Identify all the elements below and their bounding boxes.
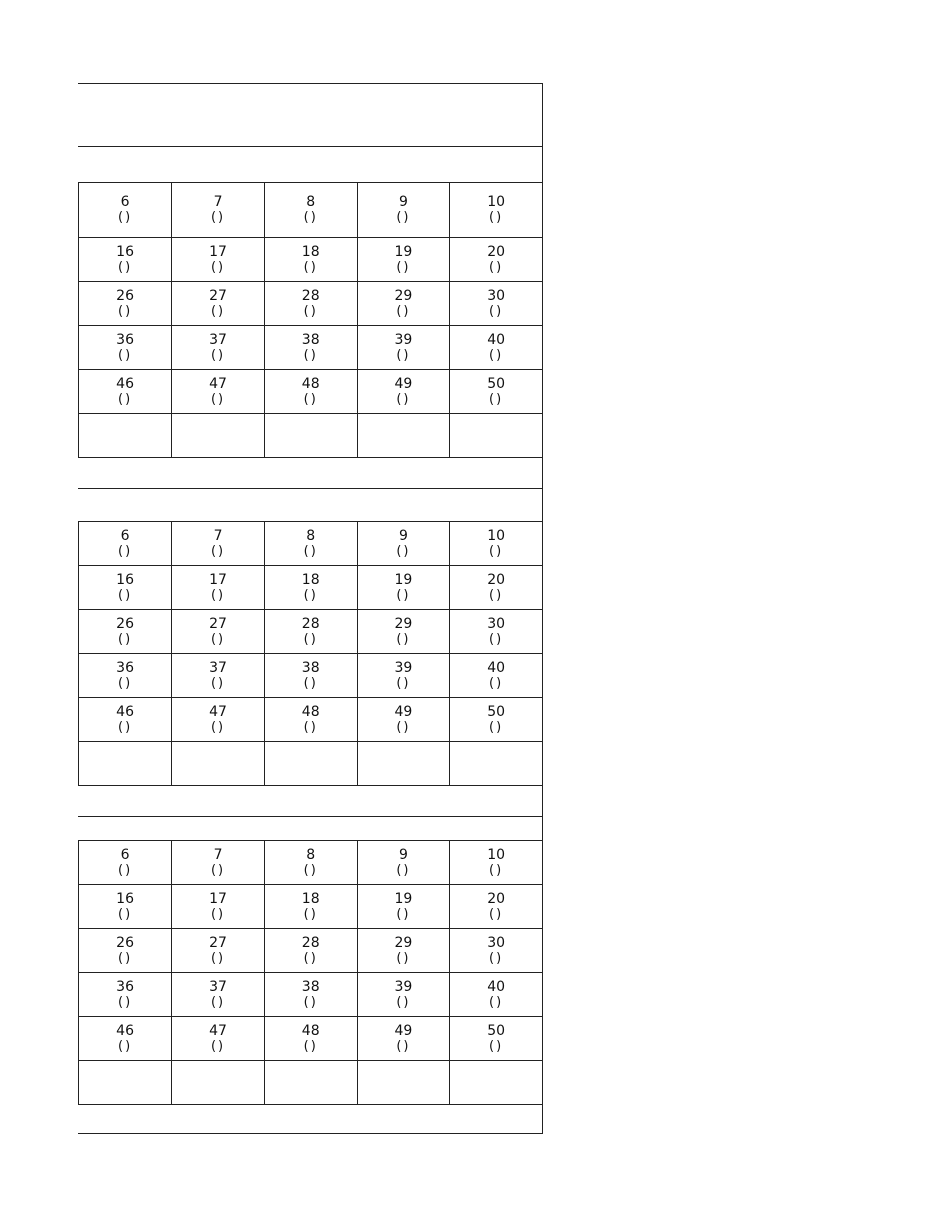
question-number: 40	[487, 978, 506, 995]
question-number: 48	[301, 1022, 320, 1039]
answer-blank[interactable]: ()	[303, 1038, 318, 1054]
answer-row	[79, 183, 543, 238]
answer-cell[interactable]	[264, 326, 357, 370]
question-number: 27	[209, 934, 227, 951]
answer-cell[interactable]	[357, 654, 450, 698]
answer-cell[interactable]	[264, 183, 357, 238]
question-number: 19	[394, 890, 413, 907]
empty-row	[79, 742, 543, 786]
question-number: 10	[487, 194, 506, 210]
question-number: 36	[116, 659, 134, 676]
answer-cell[interactable]	[172, 610, 265, 654]
empty-cell	[79, 414, 172, 458]
question-number: 37	[209, 978, 227, 995]
answer-cell[interactable]	[450, 698, 543, 742]
answer-cell[interactable]	[264, 282, 357, 326]
empty-cell	[79, 1061, 172, 1105]
answer-row	[79, 566, 543, 610]
answer-cell[interactable]	[264, 238, 357, 282]
empty-cell	[450, 742, 543, 786]
question-number: 50	[487, 703, 506, 720]
answer-blank[interactable]: ()	[303, 994, 318, 1010]
answer-blank[interactable]: ()	[303, 675, 318, 691]
question-number: 47	[209, 1022, 227, 1039]
answer-blank[interactable]: ()	[210, 994, 226, 1010]
question-number: 28	[301, 287, 320, 304]
question-number: 7	[213, 527, 223, 544]
empty-cell	[264, 414, 357, 458]
answer-blank[interactable]: ()	[118, 906, 133, 922]
answer-blank[interactable]: ()	[489, 347, 504, 363]
empty-cell	[172, 1061, 265, 1105]
question-number: 9	[398, 527, 408, 544]
answer-blank[interactable]: ()	[118, 862, 133, 878]
answer-cell[interactable]	[450, 282, 543, 326]
answer-row	[79, 282, 543, 326]
answer-blank[interactable]: ()	[396, 675, 411, 691]
answer-blank[interactable]: ()	[210, 1038, 226, 1054]
answer-cell[interactable]	[264, 698, 357, 742]
answer-cell[interactable]	[357, 1017, 450, 1061]
question-number: 26	[116, 934, 134, 951]
answer-blank[interactable]: ()	[396, 631, 411, 647]
question-number: 10	[487, 846, 506, 863]
question-number: 6	[120, 527, 130, 544]
empty-cell	[450, 1061, 543, 1105]
answer-cell[interactable]	[264, 1017, 357, 1061]
question-number: 19	[394, 243, 413, 260]
answer-cell[interactable]	[172, 566, 265, 610]
question-number: 6	[120, 846, 130, 863]
question-number: 16	[116, 571, 134, 588]
answer-row	[79, 841, 543, 885]
question-number: 38	[301, 659, 320, 676]
question-number: 10	[487, 527, 506, 544]
empty-cell	[357, 1061, 450, 1105]
answer-cell[interactable]	[172, 326, 265, 370]
question-number: 16	[116, 243, 134, 260]
answer-cell[interactable]	[450, 841, 543, 885]
answer-cell[interactable]	[357, 282, 450, 326]
answer-cell[interactable]	[264, 370, 357, 414]
answer-blank[interactable]: ()	[489, 906, 504, 922]
question-number: 20	[487, 890, 506, 907]
answer-blank[interactable]: ()	[303, 391, 318, 407]
divider	[78, 488, 542, 489]
answer-cell[interactable]	[450, 885, 543, 929]
question-number: 29	[394, 615, 413, 632]
answer-blank[interactable]: ()	[210, 950, 226, 966]
answer-blank[interactable]: ()	[396, 391, 411, 407]
question-number: 46	[116, 703, 134, 720]
answer-cell[interactable]	[172, 1017, 265, 1061]
answer-cell[interactable]	[79, 929, 172, 973]
answer-blank[interactable]: ()	[396, 303, 411, 319]
question-number: 8	[306, 846, 316, 863]
answer-cell[interactable]	[79, 973, 172, 1017]
answer-row	[79, 1017, 543, 1061]
question-number: 8	[306, 194, 316, 210]
answer-cell[interactable]	[264, 885, 357, 929]
answer-blank[interactable]: ()	[489, 994, 504, 1010]
answer-blank[interactable]: ()	[489, 675, 504, 691]
answer-blank[interactable]: ()	[210, 210, 226, 225]
answer-cell[interactable]	[79, 885, 172, 929]
answer-cell[interactable]	[357, 698, 450, 742]
question-number: 9	[398, 846, 408, 863]
question-number: 8	[306, 527, 316, 544]
question-number: 49	[394, 1022, 413, 1039]
answer-cell[interactable]	[264, 566, 357, 610]
answer-sheet	[78, 83, 543, 1134]
question-number: 38	[301, 978, 320, 995]
answer-cell[interactable]	[79, 566, 172, 610]
question-number: 26	[116, 287, 134, 304]
answer-blank[interactable]: ()	[118, 587, 133, 603]
answer-blank[interactable]: ()	[118, 347, 133, 363]
answer-cell[interactable]	[172, 238, 265, 282]
question-number: 18	[301, 890, 320, 907]
answer-cell[interactable]	[172, 183, 265, 238]
question-number: 46	[116, 375, 134, 392]
answer-blank[interactable]: ()	[303, 303, 318, 319]
answer-blank[interactable]: ()	[303, 906, 318, 922]
answer-blank[interactable]: ()	[210, 675, 226, 691]
empty-cell	[357, 742, 450, 786]
answer-cell[interactable]	[79, 326, 172, 370]
answer-blank[interactable]: ()	[210, 543, 226, 559]
answer-blank[interactable]: ()	[303, 347, 318, 363]
answer-blank[interactable]: ()	[489, 259, 504, 275]
answer-cell[interactable]	[172, 929, 265, 973]
answer-cell[interactable]	[79, 698, 172, 742]
answer-cell[interactable]	[79, 238, 172, 282]
answer-cell[interactable]	[172, 522, 265, 566]
answer-blank[interactable]: ()	[118, 543, 133, 559]
question-number: 49	[394, 703, 413, 720]
answer-blank[interactable]: ()	[396, 1038, 411, 1054]
question-number: 39	[394, 331, 413, 348]
answer-blank[interactable]: ()	[303, 543, 318, 559]
question-number: 26	[116, 615, 134, 632]
answer-blank[interactable]: ()	[303, 587, 318, 603]
question-number: 6	[120, 194, 130, 210]
answer-row	[79, 973, 543, 1017]
answer-blank[interactable]: ()	[210, 631, 226, 647]
question-number: 50	[487, 375, 506, 392]
answer-cell[interactable]	[264, 654, 357, 698]
answer-cell[interactable]	[450, 610, 543, 654]
answer-blank[interactable]: ()	[118, 994, 133, 1010]
answer-cell[interactable]	[450, 326, 543, 370]
answer-blank[interactable]: ()	[118, 303, 133, 319]
answer-blank[interactable]: ()	[396, 906, 411, 922]
answer-cell[interactable]	[172, 282, 265, 326]
answer-row	[79, 238, 543, 282]
question-number: 20	[487, 243, 506, 260]
answer-cell[interactable]	[357, 610, 450, 654]
answer-cell[interactable]	[357, 973, 450, 1017]
answer-blank[interactable]: ()	[489, 631, 504, 647]
answer-blank[interactable]: ()	[489, 1038, 504, 1054]
answer-cell[interactable]	[357, 238, 450, 282]
answer-blank[interactable]: ()	[489, 587, 504, 603]
answer-blank[interactable]: ()	[489, 719, 504, 735]
question-number: 38	[301, 331, 320, 348]
answer-blank[interactable]: ()	[489, 391, 504, 407]
answer-row	[79, 326, 543, 370]
empty-cell	[450, 414, 543, 458]
answer-cell[interactable]	[450, 566, 543, 610]
answer-grid-2	[78, 521, 543, 786]
question-number: 18	[301, 243, 320, 260]
answer-grid-3	[78, 840, 543, 1105]
answer-cell[interactable]	[450, 183, 543, 238]
question-number: 36	[116, 978, 134, 995]
answer-blank[interactable]: ()	[396, 719, 411, 735]
question-number: 9	[398, 194, 408, 210]
question-number: 18	[301, 571, 320, 588]
answer-blank[interactable]: ()	[396, 587, 411, 603]
answer-blank[interactable]: ()	[118, 1038, 133, 1054]
answer-cell[interactable]	[450, 973, 543, 1017]
answer-blank[interactable]: ()	[118, 259, 133, 275]
question-number: 47	[209, 703, 227, 720]
question-number: 29	[394, 287, 413, 304]
answer-grid-1	[78, 182, 543, 458]
answer-row	[79, 929, 543, 973]
divider	[78, 146, 542, 147]
empty-cell	[172, 742, 265, 786]
answer-blank[interactable]: ()	[118, 391, 133, 407]
answer-blank[interactable]: ()	[396, 543, 411, 559]
answer-cell[interactable]	[357, 885, 450, 929]
answer-cell[interactable]	[357, 566, 450, 610]
empty-cell	[264, 742, 357, 786]
question-number: 17	[209, 243, 227, 260]
answer-cell[interactable]	[357, 326, 450, 370]
question-number: 30	[487, 615, 506, 632]
answer-blank[interactable]: ()	[396, 994, 411, 1010]
question-number: 48	[301, 703, 320, 720]
divider	[78, 816, 542, 817]
answer-blank[interactable]: ()	[396, 210, 411, 225]
answer-blank[interactable]: ()	[303, 862, 318, 878]
question-number: 40	[487, 331, 506, 348]
answer-blank[interactable]: ()	[303, 950, 318, 966]
empty-row	[79, 1061, 543, 1105]
question-number: 39	[394, 978, 413, 995]
answer-cell[interactable]	[450, 522, 543, 566]
answer-cell[interactable]	[357, 929, 450, 973]
question-number: 17	[209, 571, 227, 588]
answer-cell[interactable]	[450, 1017, 543, 1061]
question-number: 19	[394, 571, 413, 588]
answer-blank[interactable]: ()	[210, 587, 226, 603]
answer-blank[interactable]: ()	[489, 303, 504, 319]
answer-blank[interactable]: ()	[210, 391, 226, 407]
answer-cell[interactable]	[264, 929, 357, 973]
answer-cell[interactable]	[264, 841, 357, 885]
answer-cell[interactable]	[450, 238, 543, 282]
answer-blank[interactable]: ()	[396, 862, 411, 878]
answer-row	[79, 522, 543, 566]
question-number: 17	[209, 890, 227, 907]
answer-blank[interactable]: ()	[118, 631, 133, 647]
answer-blank[interactable]: ()	[489, 950, 504, 966]
answer-cell[interactable]	[79, 1017, 172, 1061]
answer-blank[interactable]: ()	[489, 862, 504, 878]
answer-blank[interactable]: ()	[396, 347, 411, 363]
answer-blank[interactable]: ()	[118, 719, 133, 735]
answer-cell[interactable]	[450, 929, 543, 973]
answer-cell[interactable]	[172, 885, 265, 929]
answer-cell[interactable]	[172, 654, 265, 698]
question-number: 40	[487, 659, 506, 676]
answer-cell[interactable]	[172, 370, 265, 414]
answer-cell[interactable]	[450, 370, 543, 414]
answer-row	[79, 370, 543, 414]
empty-cell	[172, 414, 265, 458]
answer-cell[interactable]	[79, 183, 172, 238]
answer-blank[interactable]: ()	[210, 862, 226, 878]
answer-cell[interactable]	[172, 973, 265, 1017]
answer-blank[interactable]: ()	[210, 303, 226, 319]
question-number: 30	[487, 934, 506, 951]
answer-cell[interactable]	[264, 973, 357, 1017]
answer-blank[interactable]: ()	[489, 210, 504, 225]
answer-blank[interactable]: ()	[118, 210, 133, 225]
answer-row	[79, 698, 543, 742]
answer-cell[interactable]	[357, 370, 450, 414]
question-number: 20	[487, 571, 506, 588]
answer-blank[interactable]: ()	[396, 950, 411, 966]
question-number: 29	[394, 934, 413, 951]
answer-cell[interactable]	[357, 522, 450, 566]
question-number: 48	[301, 375, 320, 392]
answer-blank[interactable]: ()	[303, 719, 318, 735]
question-number: 7	[213, 194, 223, 210]
answer-cell[interactable]	[264, 610, 357, 654]
empty-cell	[357, 414, 450, 458]
answer-cell[interactable]	[79, 282, 172, 326]
answer-cell[interactable]	[172, 841, 265, 885]
question-number: 39	[394, 659, 413, 676]
question-number: 50	[487, 1022, 506, 1039]
answer-cell[interactable]	[79, 522, 172, 566]
answer-cell[interactable]	[79, 370, 172, 414]
answer-row	[79, 654, 543, 698]
answer-blank[interactable]: ()	[303, 631, 318, 647]
answer-cell[interactable]	[79, 610, 172, 654]
answer-blank[interactable]: ()	[210, 347, 226, 363]
empty-row	[79, 414, 543, 458]
answer-row	[79, 610, 543, 654]
question-number: 46	[116, 1022, 134, 1039]
question-number: 49	[394, 375, 413, 392]
question-number: 27	[209, 615, 227, 632]
answer-blank[interactable]: ()	[303, 210, 318, 225]
question-number: 7	[213, 846, 223, 863]
question-number: 36	[116, 331, 134, 348]
question-number: 27	[209, 287, 227, 304]
question-number: 47	[209, 375, 227, 392]
answer-blank[interactable]: ()	[210, 906, 226, 922]
question-number: 28	[301, 615, 320, 632]
answer-cell[interactable]	[172, 698, 265, 742]
answer-blank[interactable]: ()	[118, 675, 133, 691]
empty-cell	[264, 1061, 357, 1105]
answer-blank[interactable]: ()	[396, 259, 411, 275]
answer-blank[interactable]: ()	[210, 719, 226, 735]
empty-cell	[79, 742, 172, 786]
answer-cell[interactable]	[357, 183, 450, 238]
question-number: 37	[209, 331, 227, 348]
question-number: 30	[487, 287, 506, 304]
answer-cell[interactable]	[357, 841, 450, 885]
answer-cell[interactable]	[79, 841, 172, 885]
answer-cell[interactable]	[264, 522, 357, 566]
answer-blank[interactable]: ()	[303, 259, 318, 275]
answer-cell[interactable]	[450, 654, 543, 698]
answer-blank[interactable]: ()	[210, 259, 226, 275]
question-number: 28	[301, 934, 320, 951]
question-number: 16	[116, 890, 134, 907]
answer-blank[interactable]: ()	[118, 950, 133, 966]
answer-row	[79, 885, 543, 929]
answer-cell[interactable]	[79, 654, 172, 698]
question-number: 37	[209, 659, 227, 676]
answer-blank[interactable]: ()	[489, 543, 504, 559]
